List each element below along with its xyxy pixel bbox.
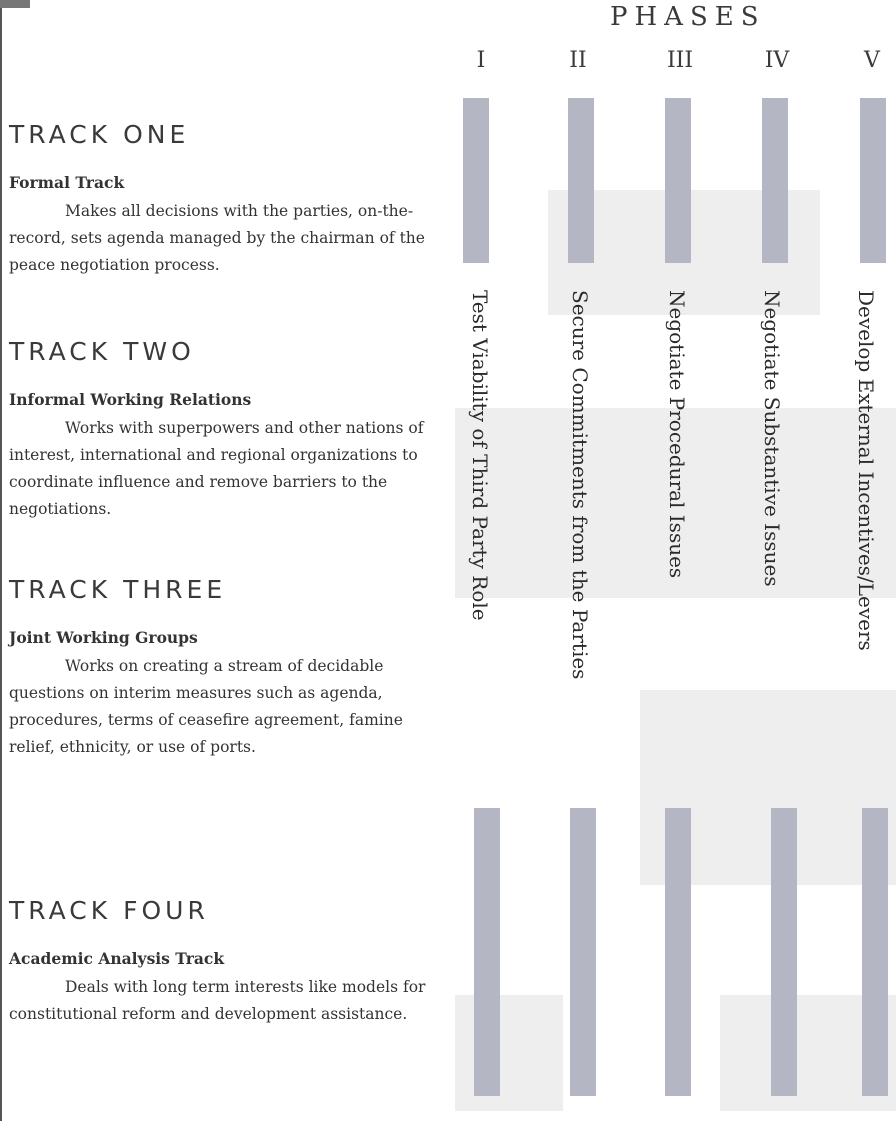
track-two-description: Works with superpowers and other nations of interest, international and regional organizations to coordinate influence and remove barriers to the negotiations.	[9, 419, 424, 518]
track-four-subtitle: Academic Analysis Track	[9, 949, 225, 968]
track-two-subtitle: Informal Working Relations	[9, 390, 252, 409]
track-one-heading: TRACK ONE	[9, 120, 190, 149]
track-two-heading: TRACK TWO	[9, 337, 195, 366]
track-three	[9, 575, 449, 761]
track-four	[9, 896, 449, 1028]
phase-iii-label: Negotiate Procedural Issues	[665, 290, 689, 579]
phase-v-label: Develop External Incentives/Levers	[854, 290, 878, 651]
phase-i-label: Test Viability of Third Party Role	[468, 290, 492, 621]
phase-numeral-v: V	[864, 48, 880, 73]
phase-iii-bar-lower	[665, 808, 691, 1096]
phase-i-bar-lower	[474, 808, 500, 1096]
phase-iii-bar-upper	[665, 98, 691, 263]
track-one	[9, 120, 449, 279]
phase-iv-label: Negotiate Substantive Issues	[760, 290, 784, 587]
track-three-subtitle: Joint Working Groups	[9, 628, 198, 647]
phase-v-bar-lower	[862, 808, 888, 1096]
track-three-heading: TRACK THREE	[9, 575, 227, 604]
track-three-description: Works on creating a stream of decidable questions on interim measures such as agenda, procedures, terms of ceasefire agreement, famine relief, ethnicity, or use of ports.	[9, 657, 403, 756]
track-one-description: Makes all decisions with the parties, on-the-record, sets agenda managed by the chairman of the peace negotiation process.	[9, 202, 425, 274]
phase-v-bar-upper	[860, 98, 886, 263]
track-one-subtitle: Formal Track	[9, 173, 125, 192]
phase-iv-bar-lower	[771, 808, 797, 1096]
phase-iv-bar-upper	[762, 98, 788, 263]
phase-i-bar-upper	[463, 98, 489, 263]
phase-numeral-iv: IV	[764, 48, 790, 73]
track-two	[9, 337, 449, 523]
track-four-heading: TRACK FOUR	[9, 896, 209, 925]
phase-ii-bar-lower	[570, 808, 596, 1096]
phases-title: PHASES	[610, 2, 766, 32]
phase-numeral-iii: III	[666, 48, 694, 73]
track-four-shade-left	[455, 995, 563, 1111]
left-border	[0, 0, 2, 1121]
track-four-description: Deals with long term interests like models for constitutional reform and development assistance.	[9, 978, 426, 1023]
phase-numeral-i: I	[476, 48, 486, 73]
corner-mark	[0, 0, 30, 8]
phase-ii-bar-upper	[568, 98, 594, 263]
phase-numeral-ii: II	[569, 48, 587, 73]
phase-ii-label: Secure Commitments from the Parties	[568, 290, 592, 680]
